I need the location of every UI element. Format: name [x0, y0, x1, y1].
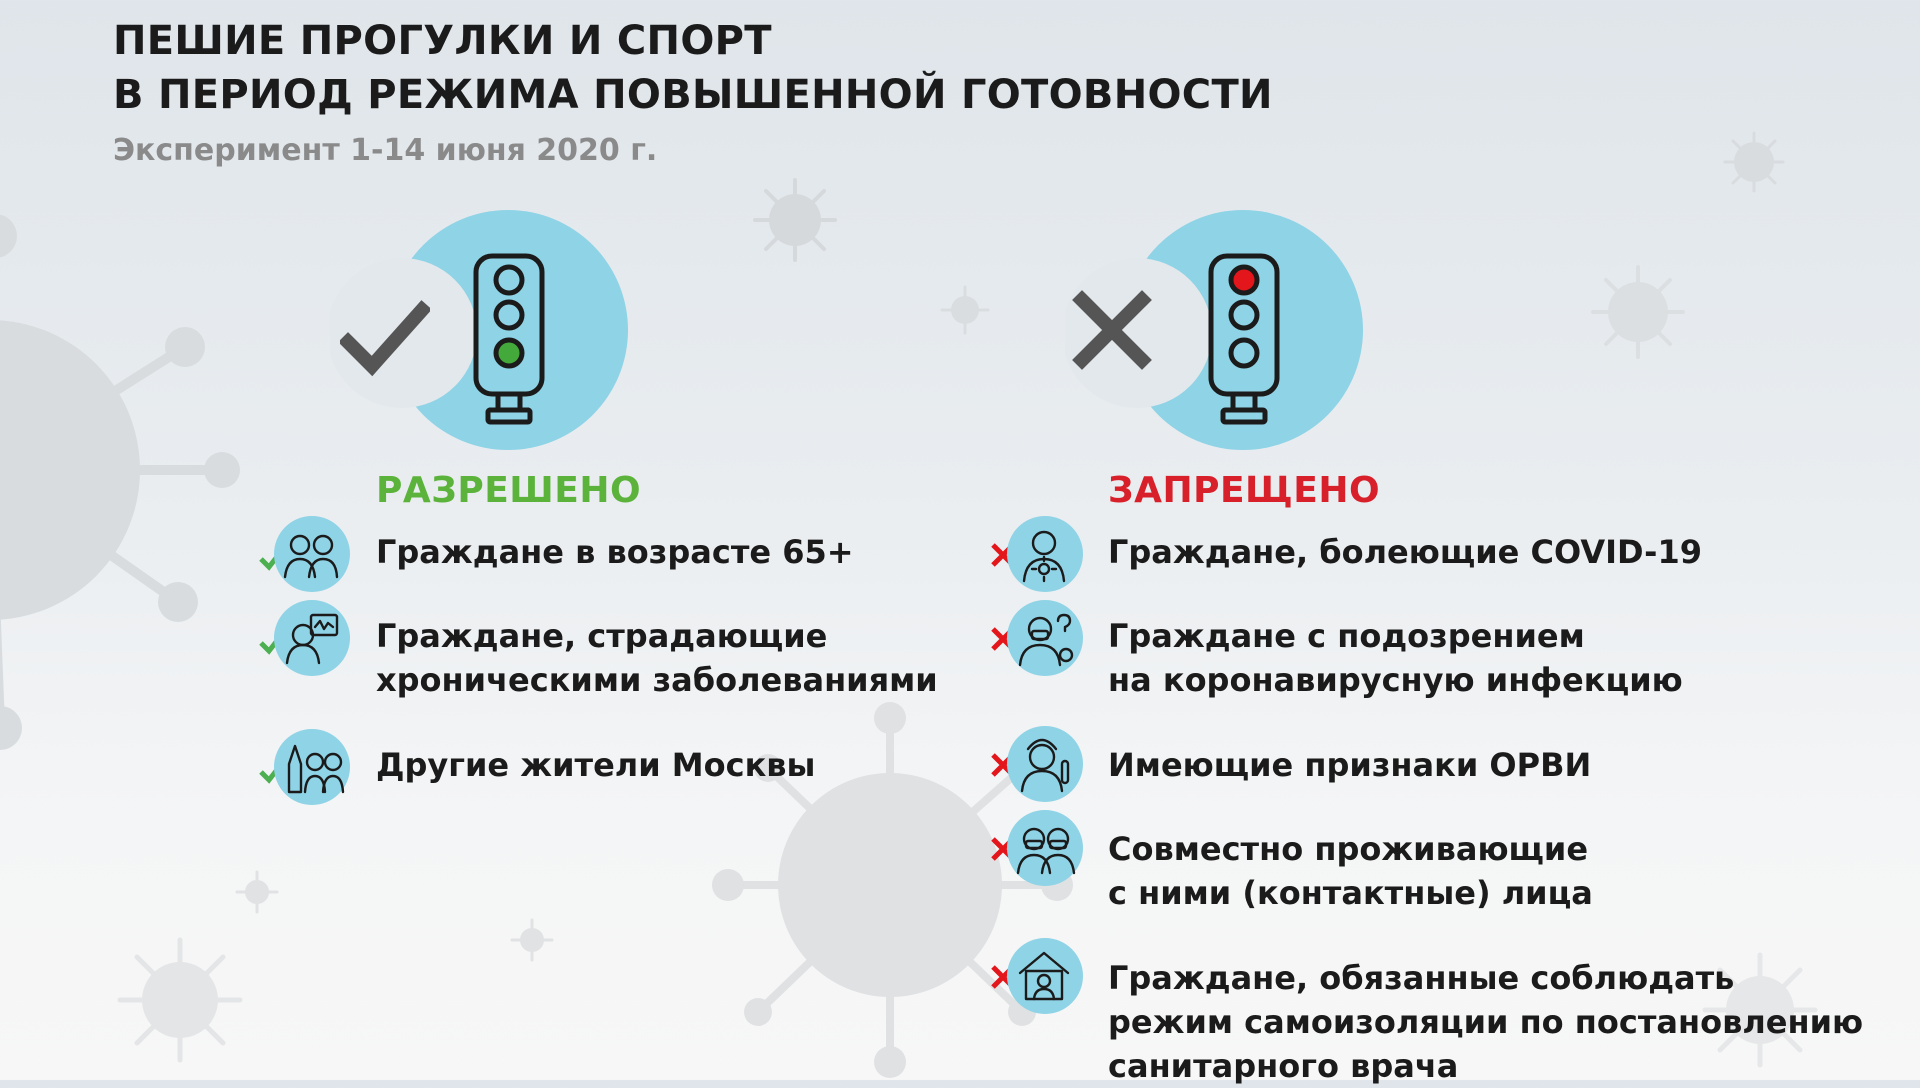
virus-background-small-icon [115, 935, 245, 1065]
chronic-patient-icon [273, 599, 351, 677]
item-text [1108, 956, 1863, 1088]
title-line-1: ПЕШИЕ ПРОГУЛКИ И СПОРТ [113, 18, 772, 64]
virus-background-small-icon [940, 285, 990, 335]
virus-background-small-icon [1588, 262, 1688, 362]
title-line-2: В ПЕРИОД РЕЖИМА ПОВЫШЕННОЙ ГОТОВНОСТИ [113, 72, 1273, 118]
sick-person-icon [1006, 515, 1084, 593]
item-text-line: Граждане, болеющие COVID-19 [1108, 533, 1702, 571]
item-text [1108, 530, 1702, 574]
elderly-couple-icon [273, 515, 351, 593]
checkmark-icon [340, 300, 430, 380]
virus-background-small-icon [1722, 130, 1786, 194]
item-text [1108, 827, 1593, 915]
item-text-line: Имеющие признаки ОРВИ [1108, 746, 1592, 784]
allowed-heading: РАЗРЕШЕНО [376, 470, 642, 511]
item-text [376, 530, 854, 574]
virus-background-large-left-icon [0, 200, 260, 760]
item-text-line: Совместно проживающие [1108, 830, 1589, 868]
forbidden-heading: ЗАПРЕЩЕНО [1108, 470, 1381, 511]
item-text-line: Другие жители Москвы [376, 746, 816, 784]
self-isolation-home-icon [1006, 937, 1084, 1015]
virus-background-small-icon [510, 918, 554, 962]
item-text-line: Граждане с подозрением [1108, 617, 1585, 655]
item-text-line: санитарного врача [1108, 1047, 1459, 1085]
item-text-line: с ними (контактные) лица [1108, 874, 1593, 912]
moscow-residents-icon [273, 728, 351, 806]
item-text [376, 614, 938, 702]
virus-background-small-icon [235, 870, 279, 914]
item-text-line: на коронавирусную инфекцию [1108, 661, 1683, 699]
item-text-line: режим самоизоляции по постановлению [1108, 1003, 1864, 1041]
item-text-line: Граждане в возрасте 65+ [376, 533, 854, 571]
item-text [1108, 614, 1683, 702]
item-text-line: Граждане, обязанные соблюдать [1108, 959, 1735, 997]
item-text-line: Граждане, страдающие [376, 617, 828, 655]
contact-persons-icon [1006, 809, 1084, 887]
cross-icon [1072, 290, 1152, 370]
suspected-infection-icon [1006, 599, 1084, 677]
page-subtitle: Эксперимент 1-14 июня 2020 г. [113, 133, 658, 168]
page-title [113, 14, 1273, 122]
item-text [1108, 743, 1591, 787]
item-text [376, 743, 815, 787]
item-text-line: хроническими заболеваниями [376, 661, 938, 699]
virus-background-small-icon [750, 175, 840, 265]
flu-symptoms-icon [1006, 725, 1084, 803]
